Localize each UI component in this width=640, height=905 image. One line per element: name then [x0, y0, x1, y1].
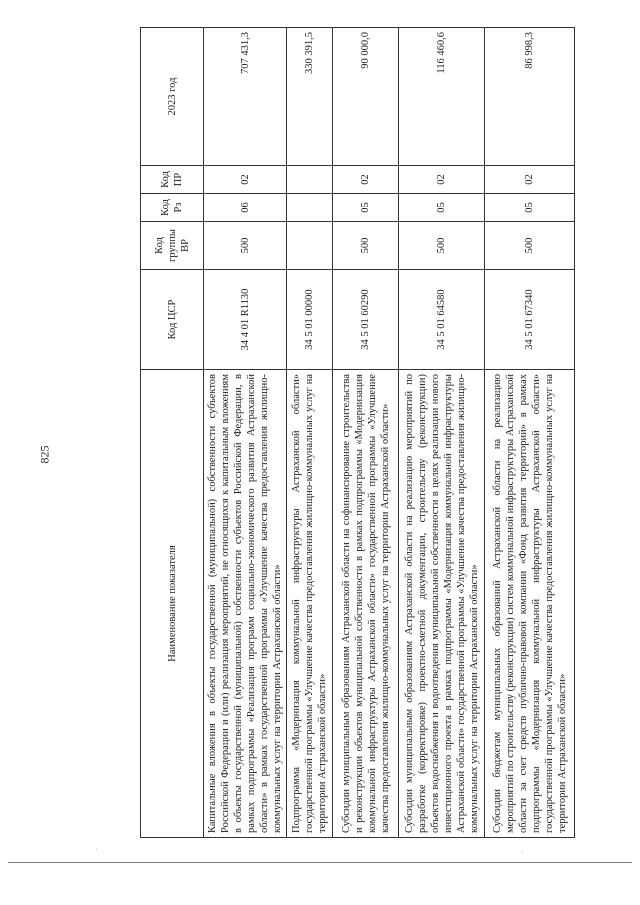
row-pr: 02: [399, 166, 485, 194]
row-csr: 34 5 01 67340: [485, 270, 575, 370]
row-name: Капитальные вложения в объекты государственной (муниципальной) собственности субъектов Российской Федерации и (или) реализация мероприятий, не относящихся к капитальным вложениям в объекты государственной (муниципальной) собственности субъектов Российской Федерации, в рамках подпрограммы «Реализация программ социально-экономического развития Астраханской области» в рамках государственной программы «Улучшение качества предоставления жилищно-коммунальных услуг на территории Астраханской области»: [204, 370, 287, 838]
row-amount: 116 460,6: [399, 28, 485, 166]
row-name: Подпрограмма «Модернизация коммунальной инфраструктуры Астраханской области» государственной программы «Улучшение качества предоставления жилищно-коммунальных услуг на территории Астраханской области»: [287, 370, 333, 838]
budget-table: [140, 27, 575, 838]
table-row: [333, 28, 399, 838]
row-vr: 500: [485, 222, 575, 270]
row-rz: 05: [485, 194, 575, 222]
row-pr: [287, 166, 333, 194]
table-row: [287, 28, 333, 838]
row-name: Субсидии бюджетам муниципальных образований Астраханской области на реализацию мероприятий по строительству (реконструкции) систем коммунальной инфраструктуры Астраханской области за счет средств публично-правовой компании «Фонд развития территорий» в рамках подпрограммы «Модернизация коммунальной инфраструктуры Астраханской области» государственной программы «Улучшение качества предоставления жилищно-коммунальных услуг на территории Астраханской области»: [485, 370, 575, 838]
header-row: [141, 28, 204, 838]
row-name: Субсидии муниципальным образованиям Астраханской области на реализацию мероприятий по разработке (корректировке) проектно-сметной документации, строительству (реконструкции) объектов водоснабжения и водоотведения муниципальной собственности в целях реализации нового инвестиционного проекта в рамках подпрограммы «Модернизация коммунальной инфраструктуры Астраханской области» государственной программы «Улучшение качества предоставления жилищно-коммунальных услуг на территории Астраханской области»: [399, 370, 485, 838]
table-row: [204, 28, 287, 838]
row-amount: 90 000,0: [333, 28, 399, 166]
row-pr: 02: [204, 166, 287, 194]
header-csr: Код ЦСР: [141, 270, 204, 370]
row-amount: 330 391,5: [287, 28, 333, 166]
row-pr: 02: [333, 166, 399, 194]
row-name: Субсидии муниципальным образованиям Астраханской области на софинансирование строительства и реконструкции объектов муниципальной собственности в рамках подпрограммы «Модернизация коммунальной инфраструктуры Астраханской области» государственной программы «Улучшение качества предоставления жилищно-коммунальных услуг на территории Астраханской области»: [333, 370, 399, 838]
scan-speck: ·: [95, 845, 99, 856]
header-year: 2023 год: [141, 28, 204, 166]
row-vr: 500: [204, 222, 287, 270]
row-pr: 02: [485, 166, 575, 194]
row-rz: [287, 194, 333, 222]
row-rz: 05: [333, 194, 399, 222]
scan-edge-line: [8, 862, 632, 863]
rotated-table-container: [140, 28, 568, 838]
page-number: 825: [37, 445, 52, 464]
row-csr: 34 5 01 64580: [399, 270, 485, 370]
row-csr: 34 5 01 00000: [287, 270, 333, 370]
row-vr: 500: [333, 222, 399, 270]
row-amount: 707 431,3: [204, 28, 287, 166]
table-row: [399, 28, 485, 838]
row-rz: 06: [204, 194, 287, 222]
table-row: [485, 28, 575, 838]
header-name: Наименование показателя: [141, 370, 204, 838]
header-vr: Код группы ВР: [141, 222, 204, 270]
row-rz: 05: [399, 194, 485, 222]
header-rz: Код Рз: [141, 194, 204, 222]
row-vr: [287, 222, 333, 270]
header-pr: Код ПР: [141, 166, 204, 194]
row-vr: 500: [399, 222, 485, 270]
scan-speck: ·: [520, 848, 524, 859]
row-amount: 86 998,3: [485, 28, 575, 166]
row-csr: 34 5 01 60290: [333, 270, 399, 370]
row-csr: 34 4 01 R1130: [204, 270, 287, 370]
